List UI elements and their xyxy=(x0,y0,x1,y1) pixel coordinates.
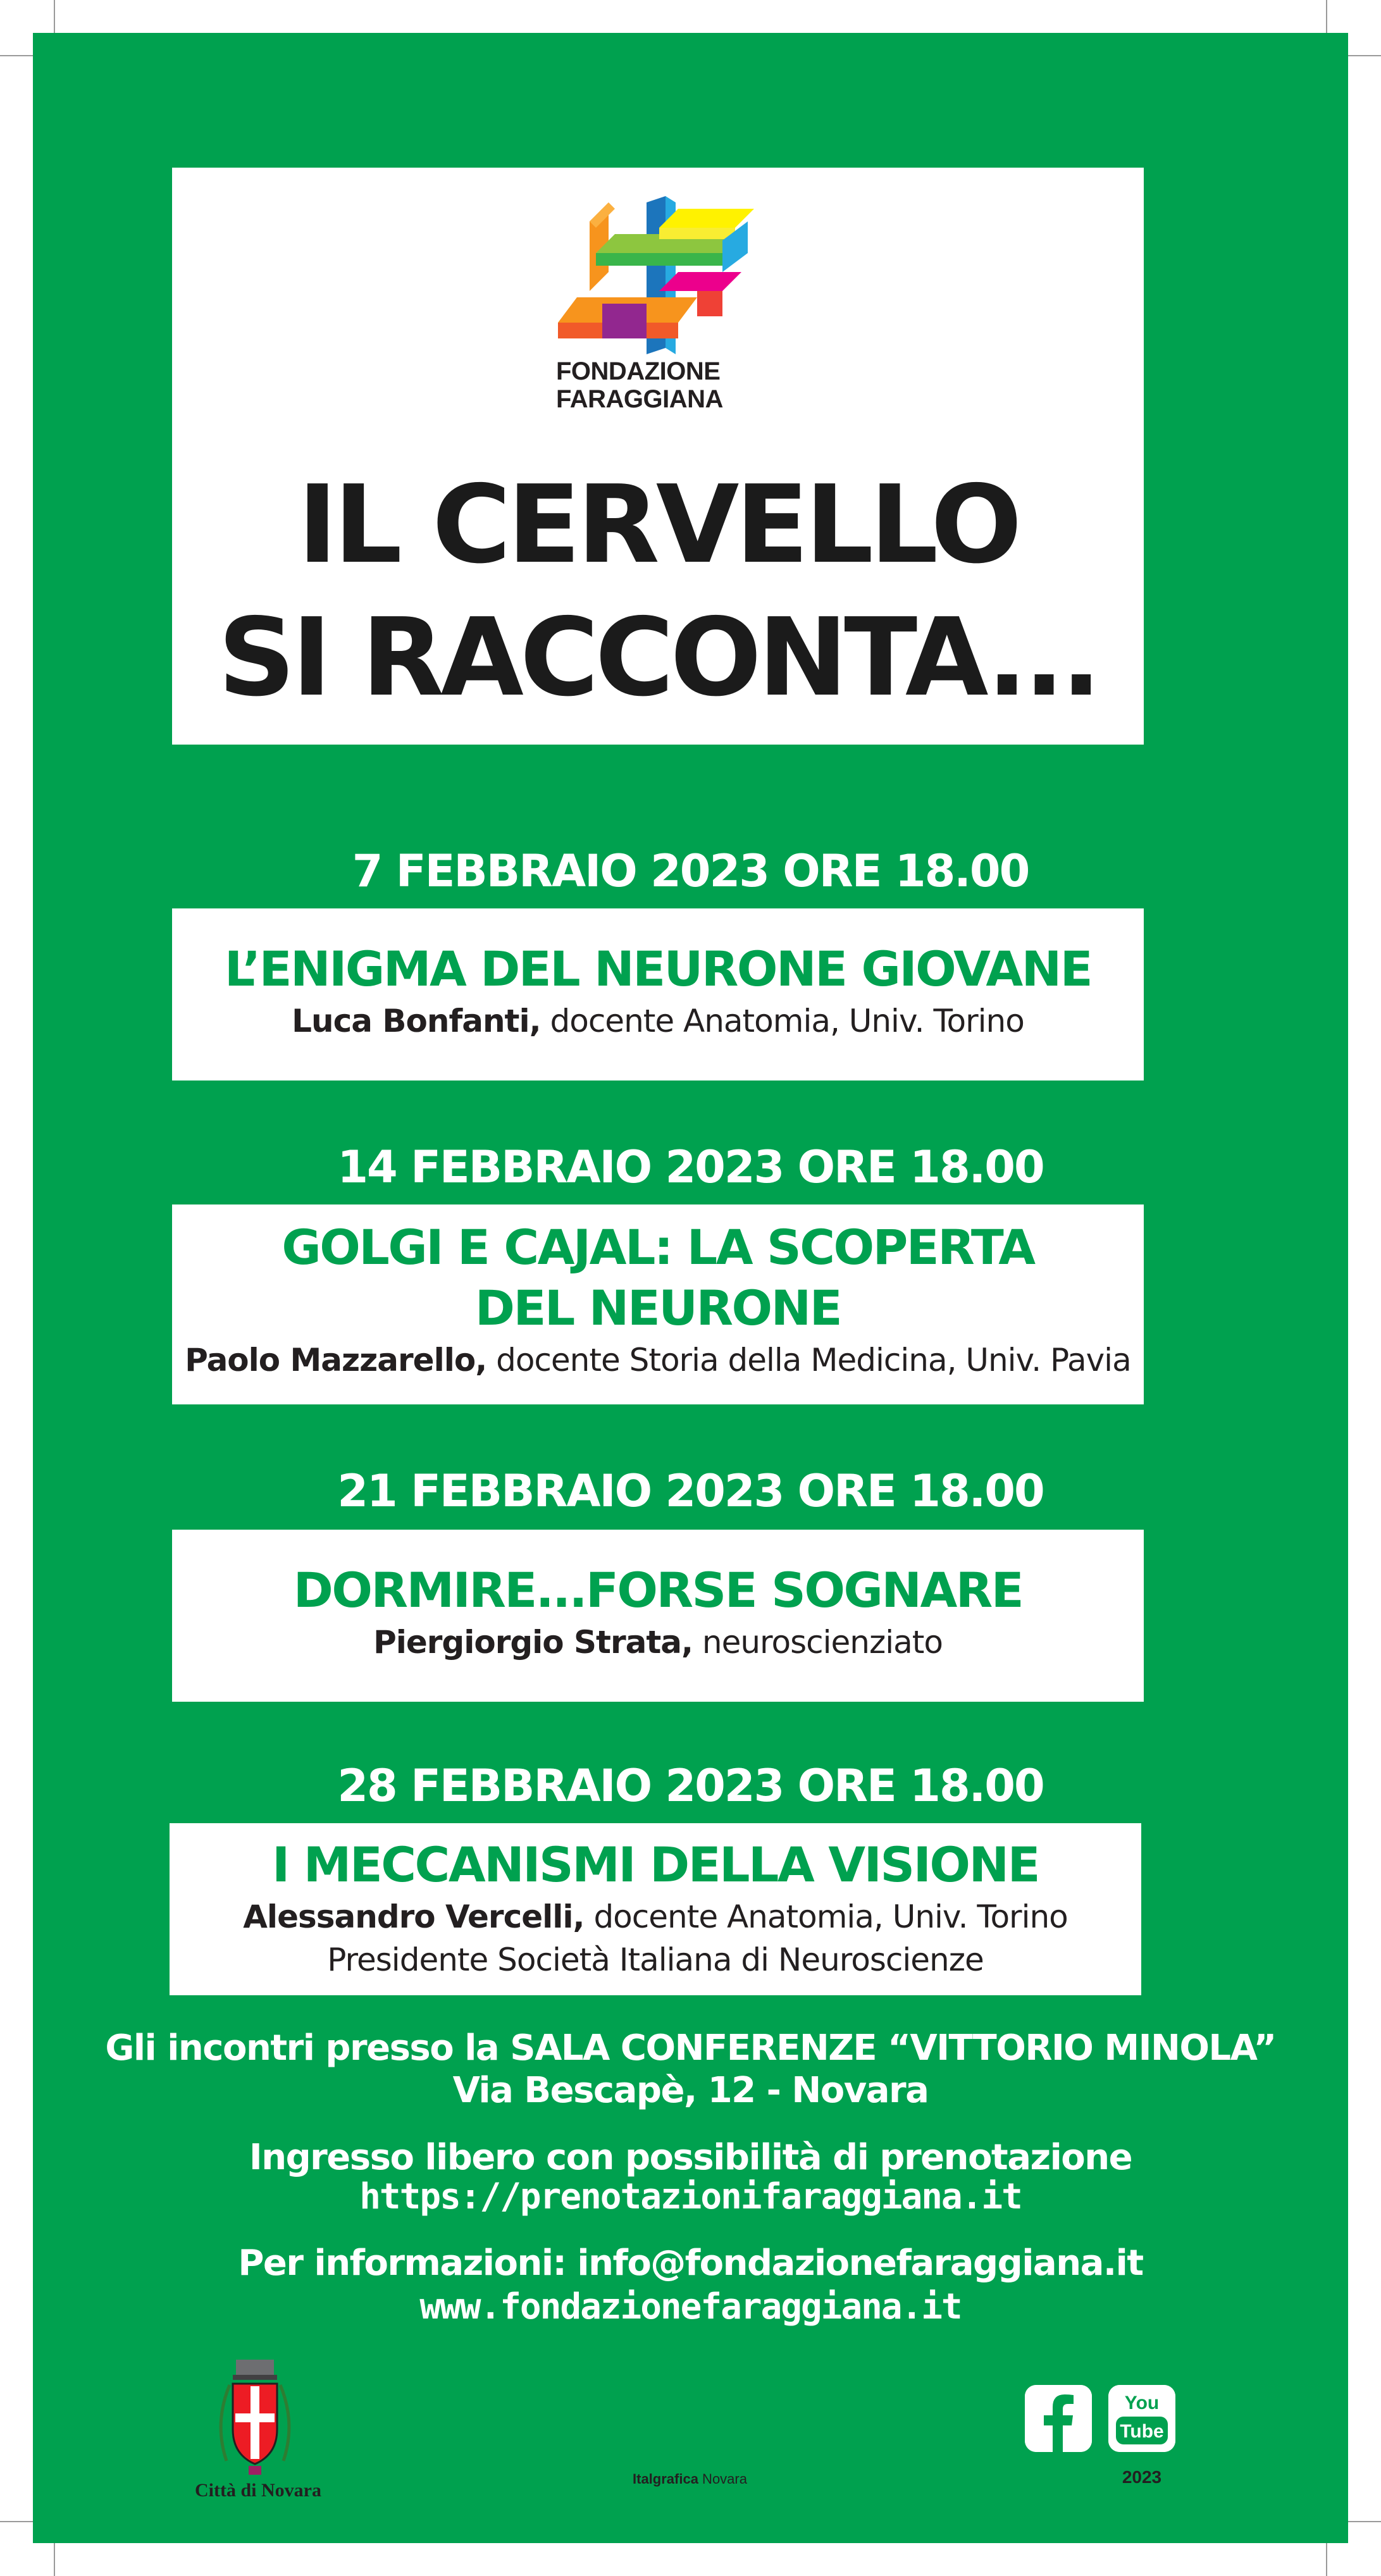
crop-mark xyxy=(0,55,33,56)
speaker-role: neuroscienziato xyxy=(693,1624,943,1661)
crop-mark xyxy=(1348,55,1381,56)
header-box xyxy=(172,168,1144,745)
crop-mark xyxy=(1326,0,1327,33)
youtube-icon-bottom-text: Tube xyxy=(1120,2421,1164,2442)
speaker-role: docente Anatomia, Univ. Torino xyxy=(584,1898,1068,1935)
crop-mark xyxy=(1348,2521,1381,2522)
website-link[interactable]: www.fondazionefaraggiana.it xyxy=(419,2286,962,2327)
printer-city: Novara xyxy=(698,2471,747,2487)
facebook-icon[interactable] xyxy=(1025,2385,1092,2452)
event-date: 21 FEBBRAIO 2023 ORE 18.00 xyxy=(337,1465,1044,1517)
fondazione-faraggiana-logo xyxy=(552,196,760,361)
youtube-icon-top-text: You xyxy=(1124,2393,1160,2413)
printer-name: Italgrafica xyxy=(633,2471,698,2487)
city-label: Città di Novara xyxy=(195,2480,321,2501)
printer-credit xyxy=(633,2471,797,2487)
logo-text-line1: FONDAZIONE xyxy=(556,357,721,385)
event-title: I MECCANISMI DELLA VISIONE xyxy=(271,1836,1039,1893)
event-title: L’ENIGMA DEL NEURONE GIOVANE xyxy=(224,941,1092,997)
year-label: 2023 xyxy=(1122,2467,1162,2487)
booking-text: Ingresso libero con possibilità di prenotazione xyxy=(249,2137,1132,2178)
main-title-line2: SI RACCONTA... xyxy=(218,595,1098,721)
event-title: GOLGI E CAJAL: LA SCOPERTA xyxy=(282,1219,1034,1275)
speaker-line xyxy=(170,1895,1141,1938)
speaker-role: docente Anatomia, Univ. Torino xyxy=(540,1003,1024,1039)
event-title: DORMIRE...FORSE SOGNARE xyxy=(293,1562,1023,1618)
speaker-line xyxy=(172,1000,1144,1043)
speaker-line xyxy=(172,1621,1144,1664)
event-date: 7 FEBBRAIO 2023 ORE 18.00 xyxy=(352,845,1029,897)
main-title xyxy=(172,459,1144,724)
venue-line2: Via Bescapè, 12 - Novara xyxy=(452,2070,929,2111)
event-box xyxy=(172,908,1144,1081)
speaker-name: Paolo Mazzarello, xyxy=(185,1342,487,1378)
event-box xyxy=(172,1530,1144,1702)
novara-crest-icon xyxy=(214,2353,296,2480)
event-box xyxy=(172,1204,1144,1404)
speaker-line xyxy=(172,1339,1144,1382)
speaker-role: docente Storia della Medicina, Univ. Pavia xyxy=(486,1342,1131,1378)
contact-email[interactable]: Per informazioni: info@fondazionefaraggiana.it xyxy=(238,2243,1143,2284)
booking-url-link[interactable]: https://prenotazionifaraggiana.it xyxy=(359,2176,1022,2217)
venue-line1: Gli incontri presso la SALA CONFERENZE “VITTORIO MINOLA” xyxy=(105,2028,1276,2069)
speaker-name: Alessandro Vercelli, xyxy=(243,1898,585,1935)
event-box xyxy=(170,1823,1141,1995)
youtube-icon[interactable] xyxy=(1108,2385,1175,2452)
main-title-line1: IL CERVELLO xyxy=(297,462,1019,588)
event-date: 28 FEBBRAIO 2023 ORE 18.00 xyxy=(337,1760,1044,1812)
event-title: DEL NEURONE xyxy=(474,1280,841,1336)
crop-mark xyxy=(54,0,55,33)
speaker-name: Piergiorgio Strata, xyxy=(373,1624,693,1661)
speaker-name: Luca Bonfanti, xyxy=(292,1003,541,1039)
crop-mark xyxy=(0,2521,33,2522)
event-date: 14 FEBBRAIO 2023 ORE 18.00 xyxy=(337,1141,1044,1193)
logo-text-line2: FARAGGIANA xyxy=(556,385,723,413)
crop-mark xyxy=(54,2543,55,2576)
crop-mark xyxy=(1326,2543,1327,2576)
speaker-extra: Presidente Società Italiana di Neuroscienze xyxy=(327,1941,984,1978)
